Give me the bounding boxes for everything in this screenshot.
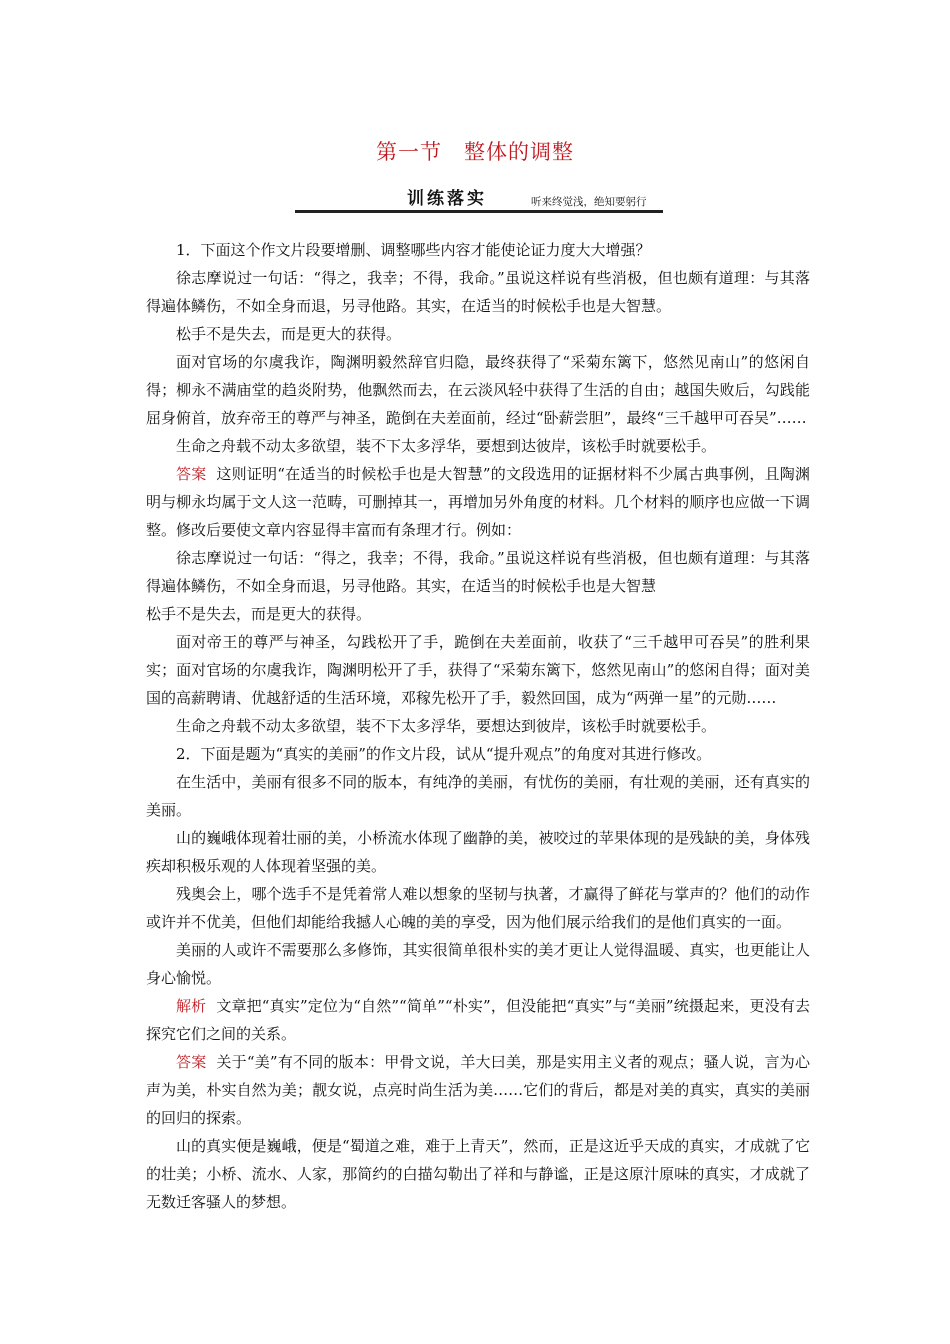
q2-passage-p4: 美丽的人或许不需要那么多修饰，其实很简单很朴实的美才更让人觉得温暖、真实，也更能让人身心愉悦。 [146,941,810,987]
page-title: 第一节 整体的调整 [376,140,574,164]
section-banner [295,184,663,216]
banner-underline [295,210,663,213]
q1-passage-p4: 生命之舟载不动太多欲望，装不下太多浮华，要想到达彼岸，该松手时就要松手。 [176,437,717,455]
q1-answer-p4: 生命之舟载不动太多欲望，装不下太多浮华，要想达到彼岸，该松手时就要松手。 [176,717,717,735]
q1-passage-p3: 面对官场的尔虞我诈，陶渊明毅然辞官归隐，最终获得了“采菊东篱下，悠然见南山”的悠闲自得；柳永不满庙堂的趋炎附势，他飘然而去，在云淡风轻中获得了生活的自由；越国失败后，勾践能屈身俯首，放弃帝王的尊严与神圣，跪倒在夫差面前，经过“卧薪尝胆”，最终“三千越甲可吞吴”…… [146,353,810,427]
q2-analysis [146,992,810,1048]
q2-passage-p3: 残奥会上，哪个选手不是凭着常人难以想象的坚韧与执著，才赢得了鲜花与掌声的？他们的动作或许并不优美，但他们却能给我撼人心魄的美的享受，因为他们展示给我们的是他们真实的一面。 [146,885,810,931]
q1-answer-p2: 松手不是失去，而是更大的获得。 [146,605,372,623]
banner-motto: 听来终觉浅，绝知要躬行 [531,196,647,208]
q2-answer [146,1048,810,1132]
answer-label: 答案 [176,1053,207,1071]
banner-title: 训练落实 [407,189,487,209]
q1-answer-text: 这则证明“在适当的时候松手也是大智慧”的文段选用的证据材料不少属古典事例，且陶渊明与柳永均属于文人这一范畴，可删掉其一，再增加另外角度的材料。几个材料的顺序也应做一下调整。修改后要使文章内容显得丰富而有条理才行。例如： [146,465,810,539]
q1-answer-p1: 徐志摩说过一句话：“得之，我幸；不得，我命。”虽说这样说有些消极，但也颇有道理：与其落得遍体鳞伤，不如全身而退，另寻他路。其实，在适当的时候松手也是大智慧 [146,549,810,595]
answer-label: 答案 [176,465,207,483]
analysis-label: 解析 [176,997,207,1015]
q2-passage-p1: 在生活中，美丽有很多不同的版本，有纯净的美丽，有忧伤的美丽，有壮观的美丽，还有真实的美丽。 [146,773,810,819]
q2-passage-p2: 山的巍峨体现着壮丽的美，小桥流水体现了幽静的美，被咬过的苹果体现的是残缺的美，身体残疾却积极乐观的人体现着坚强的美。 [146,829,810,875]
q2-answer-text: 关于“美”有不同的版本：甲骨文说，羊大曰美，那是实用主义者的观点；骚人说，言为心声为美，朴实自然为美；靓女说，点亮时尚生活为美……它们的背后，都是对美的真实，真实的美丽的回归的探索。 [146,1053,810,1127]
q1-answer [146,460,810,544]
question-2: 2．下面是题为“真实的美丽”的作文片段，试从“提升观点”的角度对其进行修改。 [176,745,712,763]
q1-passage-p2: 松手不是失去，而是更大的获得。 [176,325,402,343]
q1-passage-p1: 徐志摩说过一句话：“得之，我幸；不得，我命。”虽说这样说有些消极，但也颇有道理：与其落得遍体鳞伤，不如全身而退，另寻他路。其实，在适当的时候松手也是大智慧。 [146,269,810,315]
question-1: 1．下面这个作文片段要增删、调整哪些内容才能使论证力度大大增强？ [176,241,651,259]
q2-answer-p1: 山的真实便是巍峨，便是“蜀道之难，难于上青天”，然而，正是这近乎天成的真实，才成就了它的壮美；小桥、流水、人家，那简约的白描勾勒出了祥和与静谧，正是这原汁原味的真实，才成就了无数迁客骚人的梦想。 [146,1137,810,1211]
q2-analysis-text: 文章把“真实”定位为“自然”“简单”“朴实”，但没能把“真实”与“美丽”统摄起来，更没有去探究它们之间的关系。 [146,997,810,1043]
document-body [146,236,810,1216]
q1-answer-p3: 面对帝王的尊严与神圣，勾践松开了手，跪倒在夫差面前，收获了“三千越甲可吞吴”的胜利果实；面对官场的尔虞我诈，陶渊明松开了手，获得了“采菊东篱下，悠然见南山”的悠闲自得；面对美国的高薪聘请、优越舒适的生活环境，邓稼先松开了手，毅然回国，成为“两弹一星”的元勋…… [146,633,810,707]
